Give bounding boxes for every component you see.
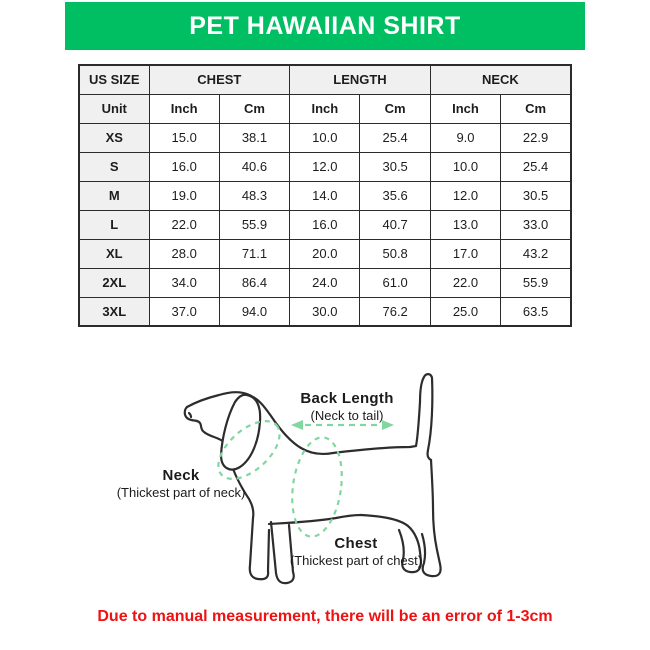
back-length-subtitle: (Neck to tail) (310, 407, 384, 423)
header-length: LENGTH (290, 65, 431, 94)
measurement-cell: 15.0 (149, 123, 219, 152)
measurement-cell: 22.9 (501, 123, 571, 152)
neck-subtitle: (Thickest part of neck) (116, 484, 246, 500)
unit-cell-length-inch: Inch (290, 94, 360, 123)
unit-cell-chest-inch: Inch (149, 94, 219, 123)
measurement-cell: 20.0 (290, 239, 360, 268)
chest-label (290, 536, 422, 568)
unit-cell-length-cm: Cm (360, 94, 430, 123)
header-neck: NECK (430, 65, 571, 94)
measurement-cell: 14.0 (290, 181, 360, 210)
neck-title: Neck (162, 467, 200, 484)
unit-cell-chest-cm: Cm (219, 94, 289, 123)
measurement-cell: 10.0 (430, 152, 500, 181)
measurement-cell: 28.0 (149, 239, 219, 268)
measurement-cell: 9.0 (430, 123, 500, 152)
unit-header-row (79, 94, 571, 123)
size-cell: 3XL (79, 297, 149, 326)
group-header-row (79, 65, 571, 94)
measurement-cell: 25.4 (501, 152, 571, 181)
measurement-cell: 16.0 (149, 152, 219, 181)
measurement-cell: 10.0 (290, 123, 360, 152)
neck-label (117, 468, 246, 500)
measurement-note: Due to manual measurement, there will be an error of 1-3cm (97, 608, 553, 625)
measurement-diagram (116, 360, 485, 605)
measurement-cell: 86.4 (219, 268, 289, 297)
measurement-cell: 33.0 (501, 210, 571, 239)
measurement-cell: 40.6 (219, 152, 289, 181)
measurement-cell: 76.2 (360, 297, 430, 326)
table-row (79, 268, 571, 297)
unit-cell-neck-inch: Inch (430, 94, 500, 123)
measurement-cell: 34.0 (149, 268, 219, 297)
measurement-cell: 30.0 (290, 297, 360, 326)
size-chart-table (78, 64, 572, 327)
size-table-body (79, 123, 571, 326)
table-row (79, 181, 571, 210)
table-row (79, 123, 571, 152)
measurement-cell: 50.8 (360, 239, 430, 268)
measurement-cell: 61.0 (360, 268, 430, 297)
measurement-cell: 55.9 (219, 210, 289, 239)
measurement-cell: 37.0 (149, 297, 219, 326)
back-length-title: Back Length (300, 390, 394, 407)
table-row (79, 297, 571, 326)
size-cell: S (79, 152, 149, 181)
measurement-cell: 43.2 (501, 239, 571, 268)
measurement-cell: 16.0 (290, 210, 360, 239)
measurement-cell: 40.7 (360, 210, 430, 239)
measurement-cell: 19.0 (149, 181, 219, 210)
measurement-cell: 13.0 (430, 210, 500, 239)
size-cell: XS (79, 123, 149, 152)
measurement-cell: 38.1 (219, 123, 289, 152)
measurement-cell: 63.5 (501, 297, 571, 326)
measurement-cell: 55.9 (501, 268, 571, 297)
measurement-cell: 25.0 (430, 297, 500, 326)
measurement-cell: 22.0 (430, 268, 500, 297)
page-title: PET HAWAIIAN SHIRT (189, 11, 461, 40)
size-cell: XL (79, 239, 149, 268)
table-row (79, 152, 571, 181)
header-chest: CHEST (149, 65, 290, 94)
unit-cell-neck-cm: Cm (501, 94, 571, 123)
header-us-size: US SIZE (79, 65, 149, 94)
measurement-cell: 12.0 (430, 181, 500, 210)
measurement-cell: 94.0 (219, 297, 289, 326)
measurement-cell: 25.4 (360, 123, 430, 152)
table-row (79, 239, 571, 268)
chest-subtitle: (Thickest part of chest) (289, 552, 423, 568)
measurement-cell: 71.1 (219, 239, 289, 268)
measurement-cell: 35.6 (360, 181, 430, 210)
size-cell: M (79, 181, 149, 210)
back-length-label (300, 391, 393, 423)
chest-measure-ellipse (286, 434, 347, 540)
table-row (79, 210, 571, 239)
measurement-cell: 48.3 (219, 181, 289, 210)
title-banner (65, 2, 585, 50)
measurement-cell: 30.5 (360, 152, 430, 181)
measurement-cell: 24.0 (290, 268, 360, 297)
measurement-cell: 30.5 (501, 181, 571, 210)
unit-label-cell: Unit (79, 94, 149, 123)
measurement-cell: 17.0 (430, 239, 500, 268)
size-cell: 2XL (79, 268, 149, 297)
measurement-cell: 22.0 (149, 210, 219, 239)
measurement-cell: 12.0 (290, 152, 360, 181)
size-cell: L (79, 210, 149, 239)
chest-title: Chest (334, 535, 378, 552)
